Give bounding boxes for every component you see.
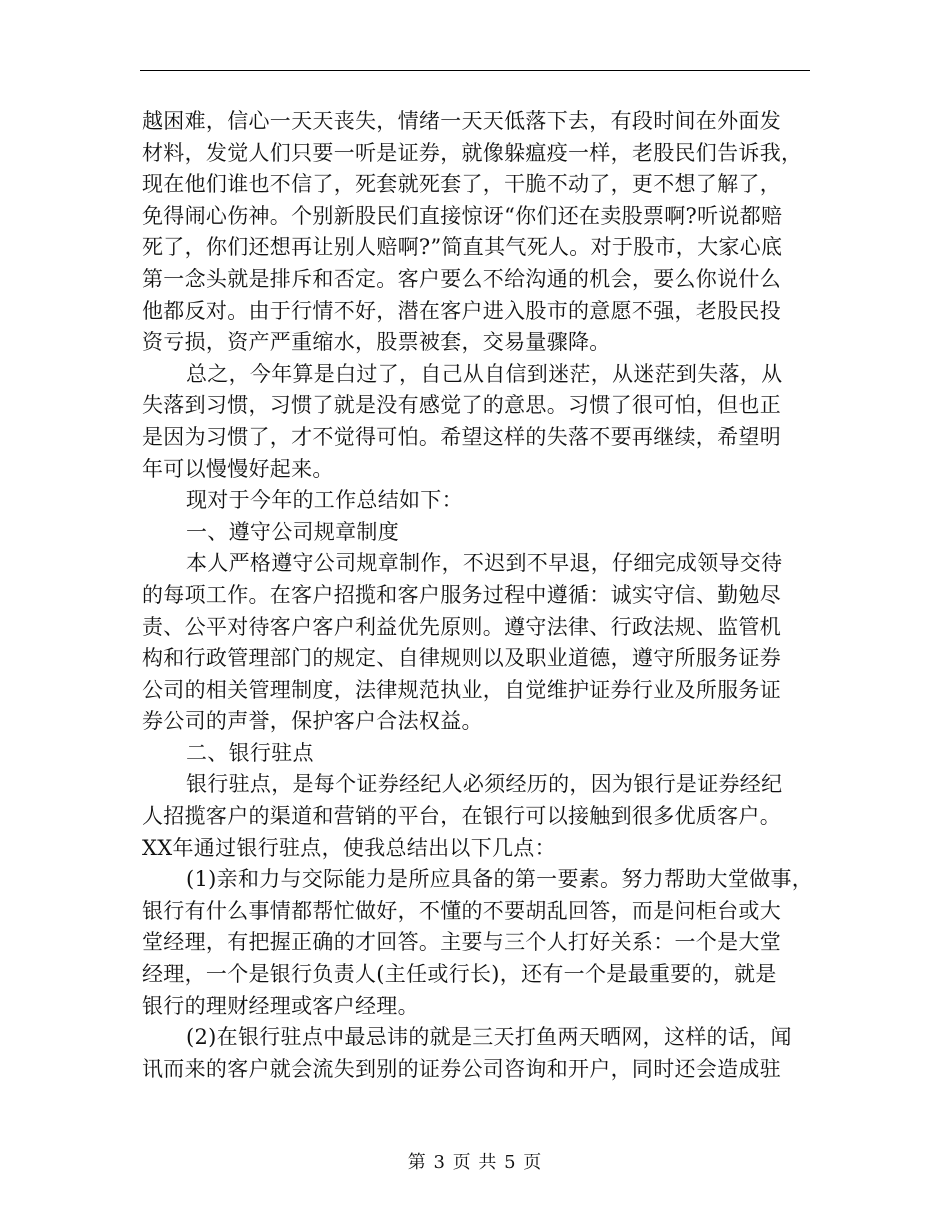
text-line: 失落到习惯，习惯了就是没有感觉了的意思。习惯了很可怕，但也正 xyxy=(142,393,781,418)
text-line: XX年通过银行驻点，使我总结出以下几点： xyxy=(142,835,556,860)
header-rule xyxy=(140,70,810,71)
text-line: 银行的理财经理或客户经理。 xyxy=(142,993,419,1018)
text-line: 年可以慢慢好起来。 xyxy=(142,456,334,481)
text-line: 银行有什么事情都帮忙做好，不懂的不要胡乱回答，而是问柜台或大 xyxy=(142,898,781,923)
text-line: 越困难，信心一天天丧失，情绪一天天低落下去，有段时间在外面发 xyxy=(142,109,781,133)
paragraph-first-line: 本人严格遵守公司规章制作，不迟到不早退，仔细完成领导交待 xyxy=(186,551,783,576)
text-line: 资亏损，资产严重缩水，股票被套，交易量骤降。 xyxy=(142,330,611,355)
text-line: 券公司的声誉，保护客户合法权益。 xyxy=(142,709,483,734)
text-line: 公司的相关管理制度，法律规范执业，自觉维护证券行业及所服务证 xyxy=(142,677,781,702)
text-line: 的每项工作。在客户招揽和客户服务过程中遵循：诚实守信、勤勉尽 xyxy=(142,582,781,607)
text-line: 人招揽客户的渠道和营销的平台，在银行可以接触到很多优质客户。 xyxy=(142,804,781,829)
paragraph-first-line: 现对于今年的工作总结如下： xyxy=(186,488,463,513)
text-line: 免得闹心伤神。个别新股民们直接惊讶“你们还在卖股票啊?听说都赔 xyxy=(142,203,783,228)
text-line: 是因为习惯了，才不觉得可怕。希望这样的失落不要再继续，希望明 xyxy=(142,424,781,449)
text-line: 第一念头就是排斥和否定。客户要么不给沟通的机会，要么你说什么 xyxy=(142,266,781,291)
paragraph-first-line: (2)在银行驻点中最忌讳的就是三天打鱼两天晒网，这样的话，闻 xyxy=(186,1025,792,1050)
paragraph-first-line: 二、银行驻点 xyxy=(186,740,314,765)
paragraph-first-line: 一、遵守公司规章制度 xyxy=(186,519,399,544)
paragraph-first-line: (1)亲和力与交际能力是所应具备的第一要素。努力帮助大堂做事， xyxy=(186,867,814,892)
text-line: 构和行政管理部门的规定、自律规则以及职业道德，遵守所服务证券 xyxy=(142,646,781,671)
text-line: 他都反对。由于行情不好，潜在客户进入股市的意愿不强，老股民投 xyxy=(142,298,781,323)
page-footer: 第 3 页 共 5 页 xyxy=(407,1152,543,1173)
text-line: 死了，你们还想再让别人赔啊?”简直其气死人。对于股市，大家心底 xyxy=(142,235,783,260)
text-line: 责、公平对待客户客户利益优先原则。遵守法律、行政法规、监管机 xyxy=(142,614,781,639)
text-line: 经理，一个是银行负责人(主任或行长)，还有一个是最重要的，就是 xyxy=(142,962,777,987)
text-line: 现在他们谁也不信了，死套就死套了，干脆不动了，更不想了解了， xyxy=(142,172,781,197)
document-body xyxy=(142,106,832,1085)
text-line: 讯而来的客户就会流失到别的证券公司咨询和开户，同时还会造成驻 xyxy=(142,1056,781,1081)
paragraph-first-line: 银行驻点，是每个证券经纪人必须经历的，因为银行是证券经纪 xyxy=(186,772,783,797)
text-line: 材料，发觉人们只要一听是证券，就像躲瘟疫一样，老股民们告诉我， xyxy=(142,140,803,165)
paragraph-first-line: 总之，今年算是白过了，自己从自信到迷茫，从迷茫到失落，从 xyxy=(186,361,783,386)
text-line: 堂经理，有把握正确的才回答。主要与三个人打好关系：一个是大堂 xyxy=(142,930,781,955)
